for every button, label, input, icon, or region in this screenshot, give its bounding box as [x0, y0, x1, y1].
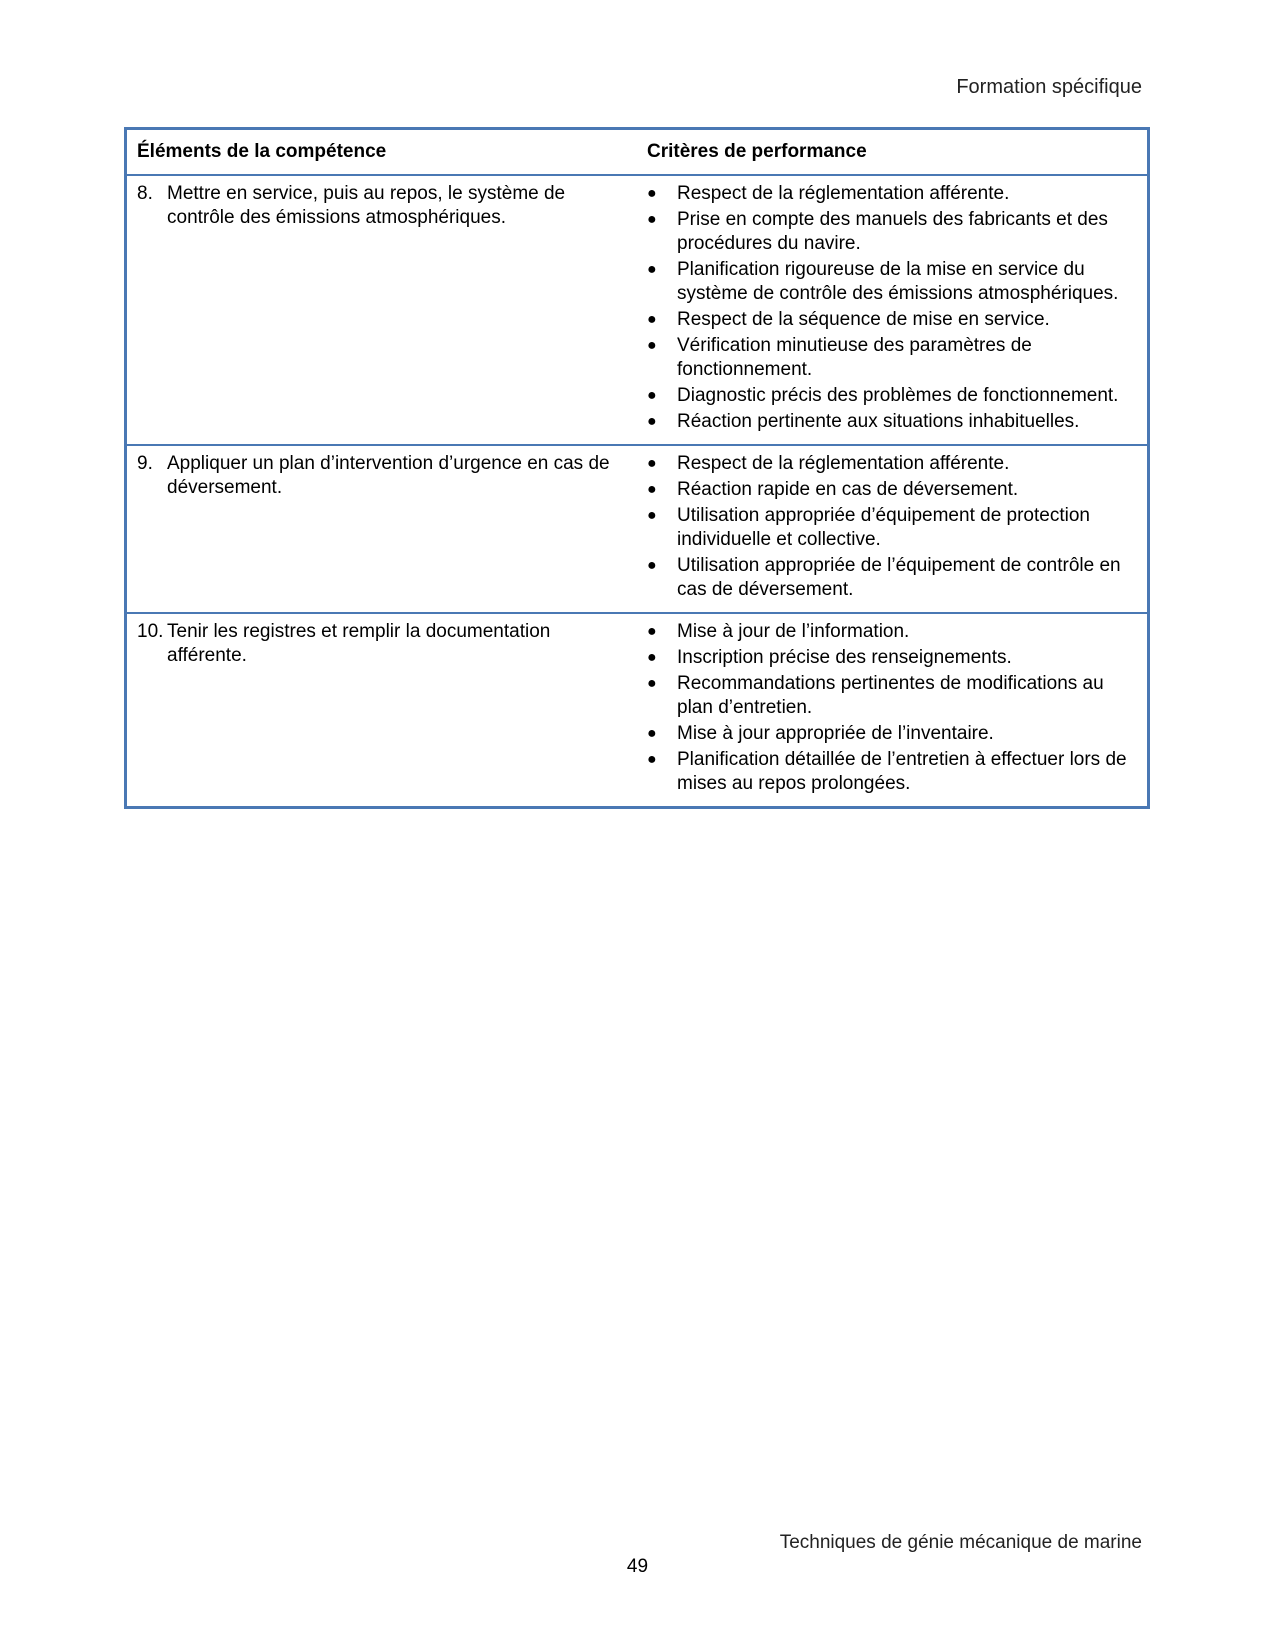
criteria-item: [647, 672, 1137, 720]
criteria-item: [647, 182, 1137, 206]
table-row: [126, 613, 1149, 808]
bullet-icon: ●: [647, 557, 657, 574]
criteria-text: Prise en compte des manuels des fabricants et des procédures du navire.: [677, 209, 1108, 254]
criteria-text: Inscription précise des renseignements.: [677, 647, 1012, 668]
element-number: 10.: [137, 621, 164, 642]
criteria-text: Vérification minutieuse des paramètres de fonctionnement.: [677, 335, 1032, 380]
element-cell: [126, 613, 638, 808]
criteria-item: [647, 308, 1137, 332]
bullet-icon: ●: [647, 211, 657, 228]
criteria-item: [647, 258, 1137, 306]
table-body: [126, 175, 1149, 808]
table-header-row: [126, 129, 1149, 176]
criteria-list: [647, 452, 1137, 602]
criteria-list: [647, 620, 1137, 796]
bullet-icon: ●: [647, 507, 657, 524]
bullet-icon: ●: [647, 387, 657, 404]
criteria-text: Respect de la réglementation afférente.: [677, 183, 1010, 204]
criteria-item: [647, 554, 1137, 602]
criteria-text: Planification détaillée de l’entretien à effectuer lors de mises au repos prolongées.: [677, 749, 1127, 794]
bullet-icon: ●: [647, 675, 657, 692]
criteria-text: Réaction pertinente aux situations inhabituelles.: [677, 411, 1080, 432]
bullet-icon: ●: [647, 261, 657, 278]
criteria-item: [647, 452, 1137, 476]
bullet-icon: ●: [647, 481, 657, 498]
criteria-item: [647, 334, 1137, 382]
competence-element: [137, 452, 627, 500]
criteria-item: [647, 646, 1137, 670]
element-number: 8.: [137, 183, 153, 204]
competence-table: [124, 127, 1150, 809]
column-header-criteria: Critères de performance: [637, 129, 1149, 176]
criteria-text: Réaction rapide en cas de déversement.: [677, 479, 1019, 500]
criteria-text: Utilisation appropriée d’équipement de protection individuelle et collective.: [677, 505, 1090, 550]
bullet-icon: ●: [647, 751, 657, 768]
criteria-text: Respect de la réglementation afférente.: [677, 453, 1010, 474]
criteria-cell: [637, 175, 1149, 445]
element-text: Mettre en service, puis au repos, le système de contrôle des émissions atmosphériques.: [167, 183, 566, 228]
bullet-icon: ●: [647, 649, 657, 666]
criteria-item: [647, 410, 1137, 434]
element-text: Appliquer un plan d’intervention d’urgence en cas de déversement.: [167, 453, 610, 498]
criteria-item: [647, 748, 1137, 796]
criteria-item: [647, 208, 1137, 256]
element-text: Tenir les registres et remplir la documentation afférente.: [167, 621, 551, 666]
table-row: [126, 445, 1149, 613]
criteria-text: Mise à jour de l’information.: [677, 621, 910, 642]
bullet-icon: ●: [647, 725, 657, 742]
criteria-item: [647, 478, 1137, 502]
bullet-icon: ●: [647, 311, 657, 328]
column-header-elements: Éléments de la compétence: [126, 129, 638, 176]
bullet-icon: ●: [647, 337, 657, 354]
criteria-item: [647, 722, 1137, 746]
element-cell: [126, 175, 638, 445]
criteria-text: Planification rigoureuse de la mise en service du système de contrôle des émissions atmosphériques.: [677, 259, 1119, 304]
table-row: [126, 175, 1149, 445]
page-number: 49: [626, 1556, 649, 1577]
page-footer: Techniques de génie mécanique de marine: [779, 1532, 1142, 1553]
element-number: 9.: [137, 453, 153, 474]
bullet-icon: ●: [647, 623, 657, 640]
criteria-cell: [637, 445, 1149, 613]
criteria-text: Recommandations pertinentes de modifications au plan d’entretien.: [677, 673, 1104, 718]
criteria-item: [647, 504, 1137, 552]
competence-element: [137, 620, 627, 668]
element-cell: [126, 445, 638, 613]
criteria-cell: [637, 613, 1149, 808]
criteria-text: Mise à jour appropriée de l’inventaire.: [677, 723, 994, 744]
criteria-item: [647, 384, 1137, 408]
competence-element: [137, 182, 627, 230]
criteria-text: Diagnostic précis des problèmes de fonctionnement.: [677, 385, 1119, 406]
criteria-text: Respect de la séquence de mise en service.: [677, 309, 1050, 330]
bullet-icon: ●: [647, 455, 657, 472]
criteria-text: Utilisation appropriée de l’équipement de contrôle en cas de déversement.: [677, 555, 1121, 600]
criteria-item: [647, 620, 1137, 644]
bullet-icon: ●: [647, 185, 657, 202]
criteria-list: [647, 182, 1137, 434]
page-header: Formation spécifique: [956, 76, 1142, 98]
bullet-icon: ●: [647, 413, 657, 430]
